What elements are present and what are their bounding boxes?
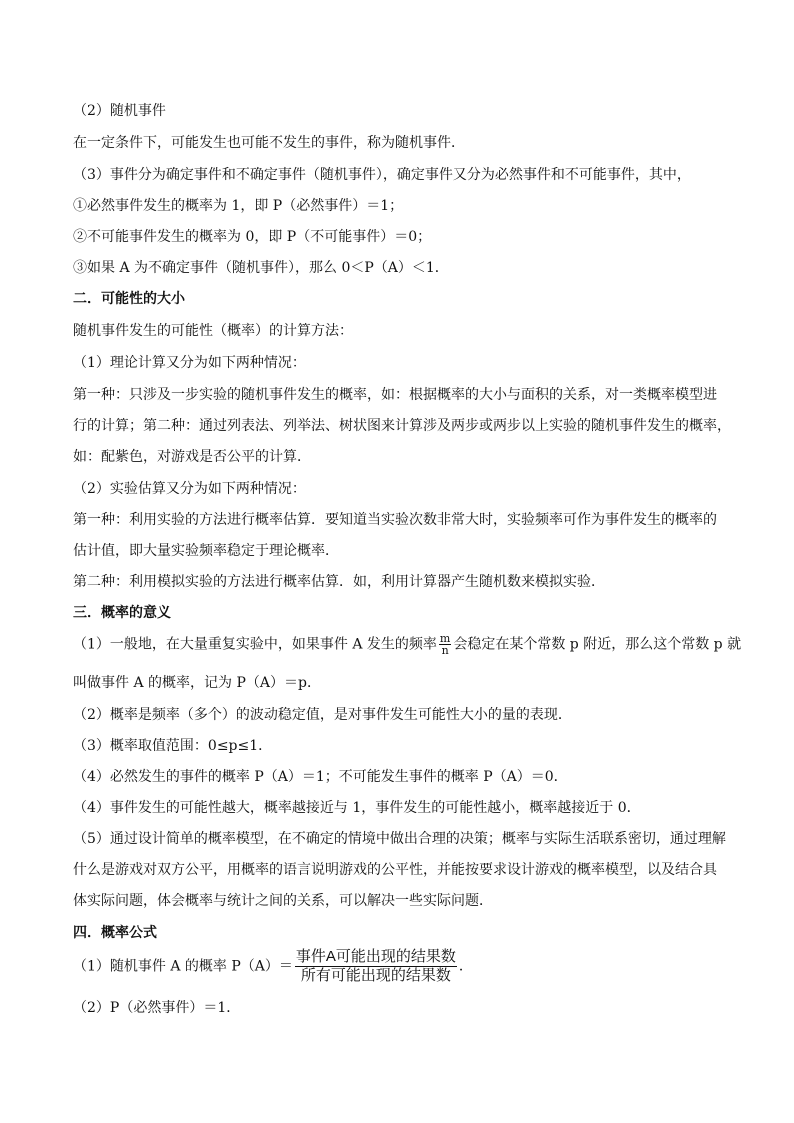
text-line: （4）事件发生的可能性越大，概率越接近与 1，事件发生的可能性越小，概率越接近于 0．: [73, 800, 641, 816]
text-line: 随机事件发生的可能性（概率）的计算方法：: [73, 323, 353, 339]
probability-formula-fraction: [295, 948, 457, 985]
fraction-numerator: m: [439, 632, 451, 645]
section-heading: 二．可能性的大小: [73, 291, 185, 307]
text-line: 如：配紫色，对游戏是否公平的计算．: [73, 449, 311, 465]
text-line: （1）理论计算又分为如下两种情况：: [73, 355, 306, 371]
text-fragment: （1）随机事件 A 的概率 P（A）＝: [73, 958, 293, 975]
fraction-m-over-n: [439, 633, 451, 656]
text-fragment: ．: [458, 958, 473, 975]
text-line: 第一种：只涉及一步实验的随机事件发生的概率，如：根据概率的大小与面积的关系，对一类概率模型进: [73, 387, 717, 403]
text-line: （2）P（必然事件）＝1．: [73, 1000, 241, 1016]
text-line: ②不可能事件发生的概率为 0，即 P（不可能事件）＝0；: [73, 229, 432, 245]
text-fragment: （1）一般地，在大量重复实验中，如果事件 A 发生的频率: [73, 636, 437, 653]
section-heading: 四．概率公式: [73, 925, 157, 941]
text-line: （2）概率是频率（多个）的波动稳定值，是对事件发生可能性大小的量的表现．: [73, 707, 572, 723]
text-line: 什么是游戏对双方公平，用概率的语言说明游戏的公平性，并能按要求设计游戏的概率模型，以及结合具: [73, 862, 717, 878]
text-line: ③如果 A 为不确定事件（随机事件），那么 0＜P（A）＜1．: [73, 260, 449, 276]
text-line: [73, 633, 741, 656]
text-line: 行的计算；第二种：通过列表法、列举法、树状图来计算涉及两步或两步以上实验的随机事件发生的概率，: [73, 418, 731, 434]
text-line: 第二种：利用模拟实验的方法进行概率估算．如，利用计算器产生随机数来模拟实验．: [73, 574, 605, 590]
text-line: （4）必然发生的事件的概率 P（A）＝1；不可能发生事件的概率 P（A）＝0．: [73, 769, 568, 785]
text-line: （2）随机事件: [73, 103, 166, 119]
text-line: （3）事件分为确定事件和不确定事件（随机事件），确定事件又分为必然事件和不可能事件，其中，: [73, 167, 691, 183]
text-line: 在一定条件下，可能发生也可能不发生的事件，称为随机事件．: [73, 135, 465, 151]
text-line: [73, 948, 473, 985]
fraction-denominator: n: [441, 644, 449, 657]
text-fragment: 会稳定在某个常数 p 附近，那么这个常数 p 就: [453, 636, 742, 653]
text-line: 叫做事件 A 的概率，记为 P（A）＝p．: [73, 675, 321, 691]
text-line: （2）实验估算又分为如下两种情况：: [73, 481, 306, 497]
text-line: （5）通过设计简单的概率模型，在不确定的情境中做出合理的决策；概率与实际生活联系密切，通过理解: [73, 831, 726, 847]
text-line: 体实际问题，体会概率与统计之间的关系，可以解决一些实际问题．: [73, 893, 493, 909]
fraction-denominator: 所有可能出现的结果数: [300, 967, 451, 984]
text-line: （3）概率取值范围：0≤p≤1．: [73, 738, 273, 754]
text-line: 估计值，即大量实验频率稳定于理论概率．: [73, 543, 339, 559]
fraction-numerator: 事件A可能出现的结果数: [295, 948, 456, 965]
text-line: ①必然事件发生的概率为 1，即 P（必然事件）＝1；: [73, 198, 404, 214]
text-line: 第一种：利用实验的方法进行概率估算．要知道当实验次数非常大时，实验频率可作为事件发生的概率的: [73, 512, 717, 528]
section-heading: 三．概率的意义: [73, 605, 171, 621]
